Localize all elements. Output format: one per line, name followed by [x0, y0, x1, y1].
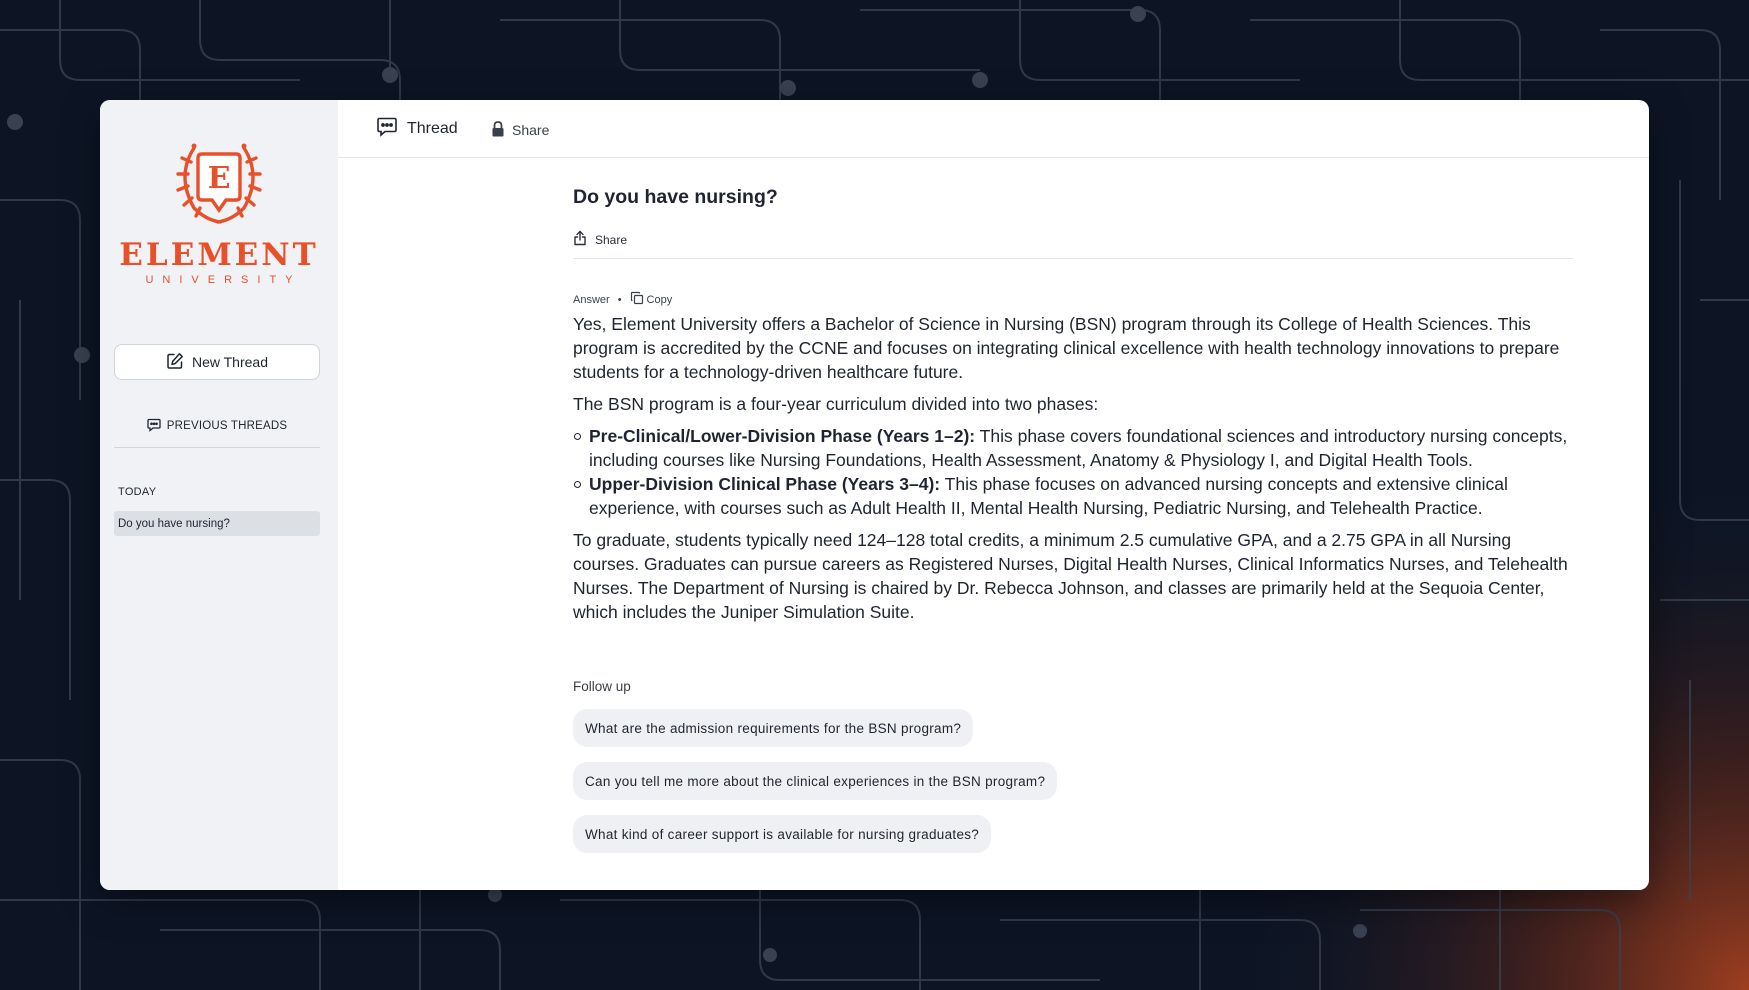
followup-label: Follow up — [573, 679, 631, 694]
tab-share[interactable] — [490, 120, 549, 140]
lock-icon — [490, 120, 506, 141]
answer-body — [573, 312, 1573, 632]
answer-meta — [573, 291, 672, 308]
answer-paragraph: To graduate, students typically need 124–128 total credits, a minimum 2.5 cumulative GPA, and a 2.75 GPA in all Nursing courses. Graduates can pursue careers as Registered Nurses, Digital Health Nurses, Clinical Informatics Nurses, and Telehealth Nurses. The Department of Nursing is chaired by Dr. Rebecca Johnson, and classes are primarily held at the Sequoia Center, which includes the Juniper Simulation Suite. — [573, 530, 1568, 622]
followup-suggestion[interactable]: What are the admission requirements for the BSN program? — [573, 709, 973, 747]
history-item[interactable]: Do you have nursing? — [114, 511, 320, 536]
copy-button[interactable] — [630, 291, 673, 308]
question-title: Do you have nursing? — [573, 186, 778, 208]
phase-title: Pre-Clinical/Lower-Division Phase (Years 1–2): — [589, 426, 976, 446]
answer-paragraph: The BSN program is a four-year curriculum divided into two phases: — [573, 394, 1099, 414]
logo-subtitle: UNIVERSITY — [145, 274, 302, 286]
share-label: Share — [595, 232, 628, 247]
question-divider — [573, 258, 1573, 259]
logo-wordmark: ELEMENT — [119, 237, 319, 273]
copy-icon — [630, 291, 644, 308]
share-icon — [573, 230, 587, 249]
sidebar-divider — [114, 447, 320, 448]
copy-label: Copy — [646, 293, 673, 306]
section-today-label: TODAY — [118, 486, 157, 498]
followup-suggestion[interactable]: What kind of career support is available for nursing graduates? — [573, 815, 991, 853]
list-item — [589, 424, 1573, 472]
sidebar — [100, 100, 338, 890]
tab-thread[interactable] — [376, 117, 458, 141]
share-button[interactable] — [573, 230, 627, 249]
tab-share-label: Share — [512, 122, 550, 138]
phase-text: This phase covers foundational sciences and introductory nursing concepts, including courses like Nursing Foundations, Health Assessment, Anatomy & Physiology I, and Digital Health Tools. — [589, 426, 1568, 470]
followup-suggestion[interactable]: Can you tell me more about the clinical experiences in the BSN program? — [573, 762, 1057, 800]
main-panel — [338, 100, 1649, 890]
answer-paragraph: Yes, Element University offers a Bachelor of Science in Nursing (BSN) program through its College of Health Sciences. This program is accredited by the CCNE and focuses on integrating clinical excellence with health technology innovations to prepare students for a technology-driven healthcare future. — [573, 314, 1560, 382]
phase-text: This phase focuses on advanced nursing concepts and extensive clinical experience, with courses such as Adult Health II, Mental Health Nursing, Pediatric Nursing, and Telehealth Practice. — [589, 474, 1508, 518]
list-item — [589, 472, 1573, 520]
university-logo — [100, 136, 338, 286]
app-window — [100, 100, 1649, 890]
edit-icon — [166, 352, 184, 373]
phase-title: Upper-Division Clinical Phase (Years 3–4): — [589, 474, 941, 494]
new-thread-button[interactable] — [114, 344, 320, 380]
chat-icon — [376, 116, 398, 143]
answer-label: Answer — [573, 293, 610, 306]
top-bar — [338, 100, 1649, 158]
separator-dot: • — [617, 293, 622, 306]
laurel-emblem-icon — [164, 136, 274, 232]
phase-list — [573, 424, 1573, 520]
tab-thread-label: Thread — [407, 120, 458, 137]
previous-threads-label: PREVIOUS THREADS — [166, 420, 288, 432]
svg-text:E: E — [207, 161, 231, 196]
new-thread-label: New Thread — [191, 354, 268, 370]
previous-threads-header[interactable] — [114, 416, 320, 436]
chat-icon — [147, 418, 161, 435]
